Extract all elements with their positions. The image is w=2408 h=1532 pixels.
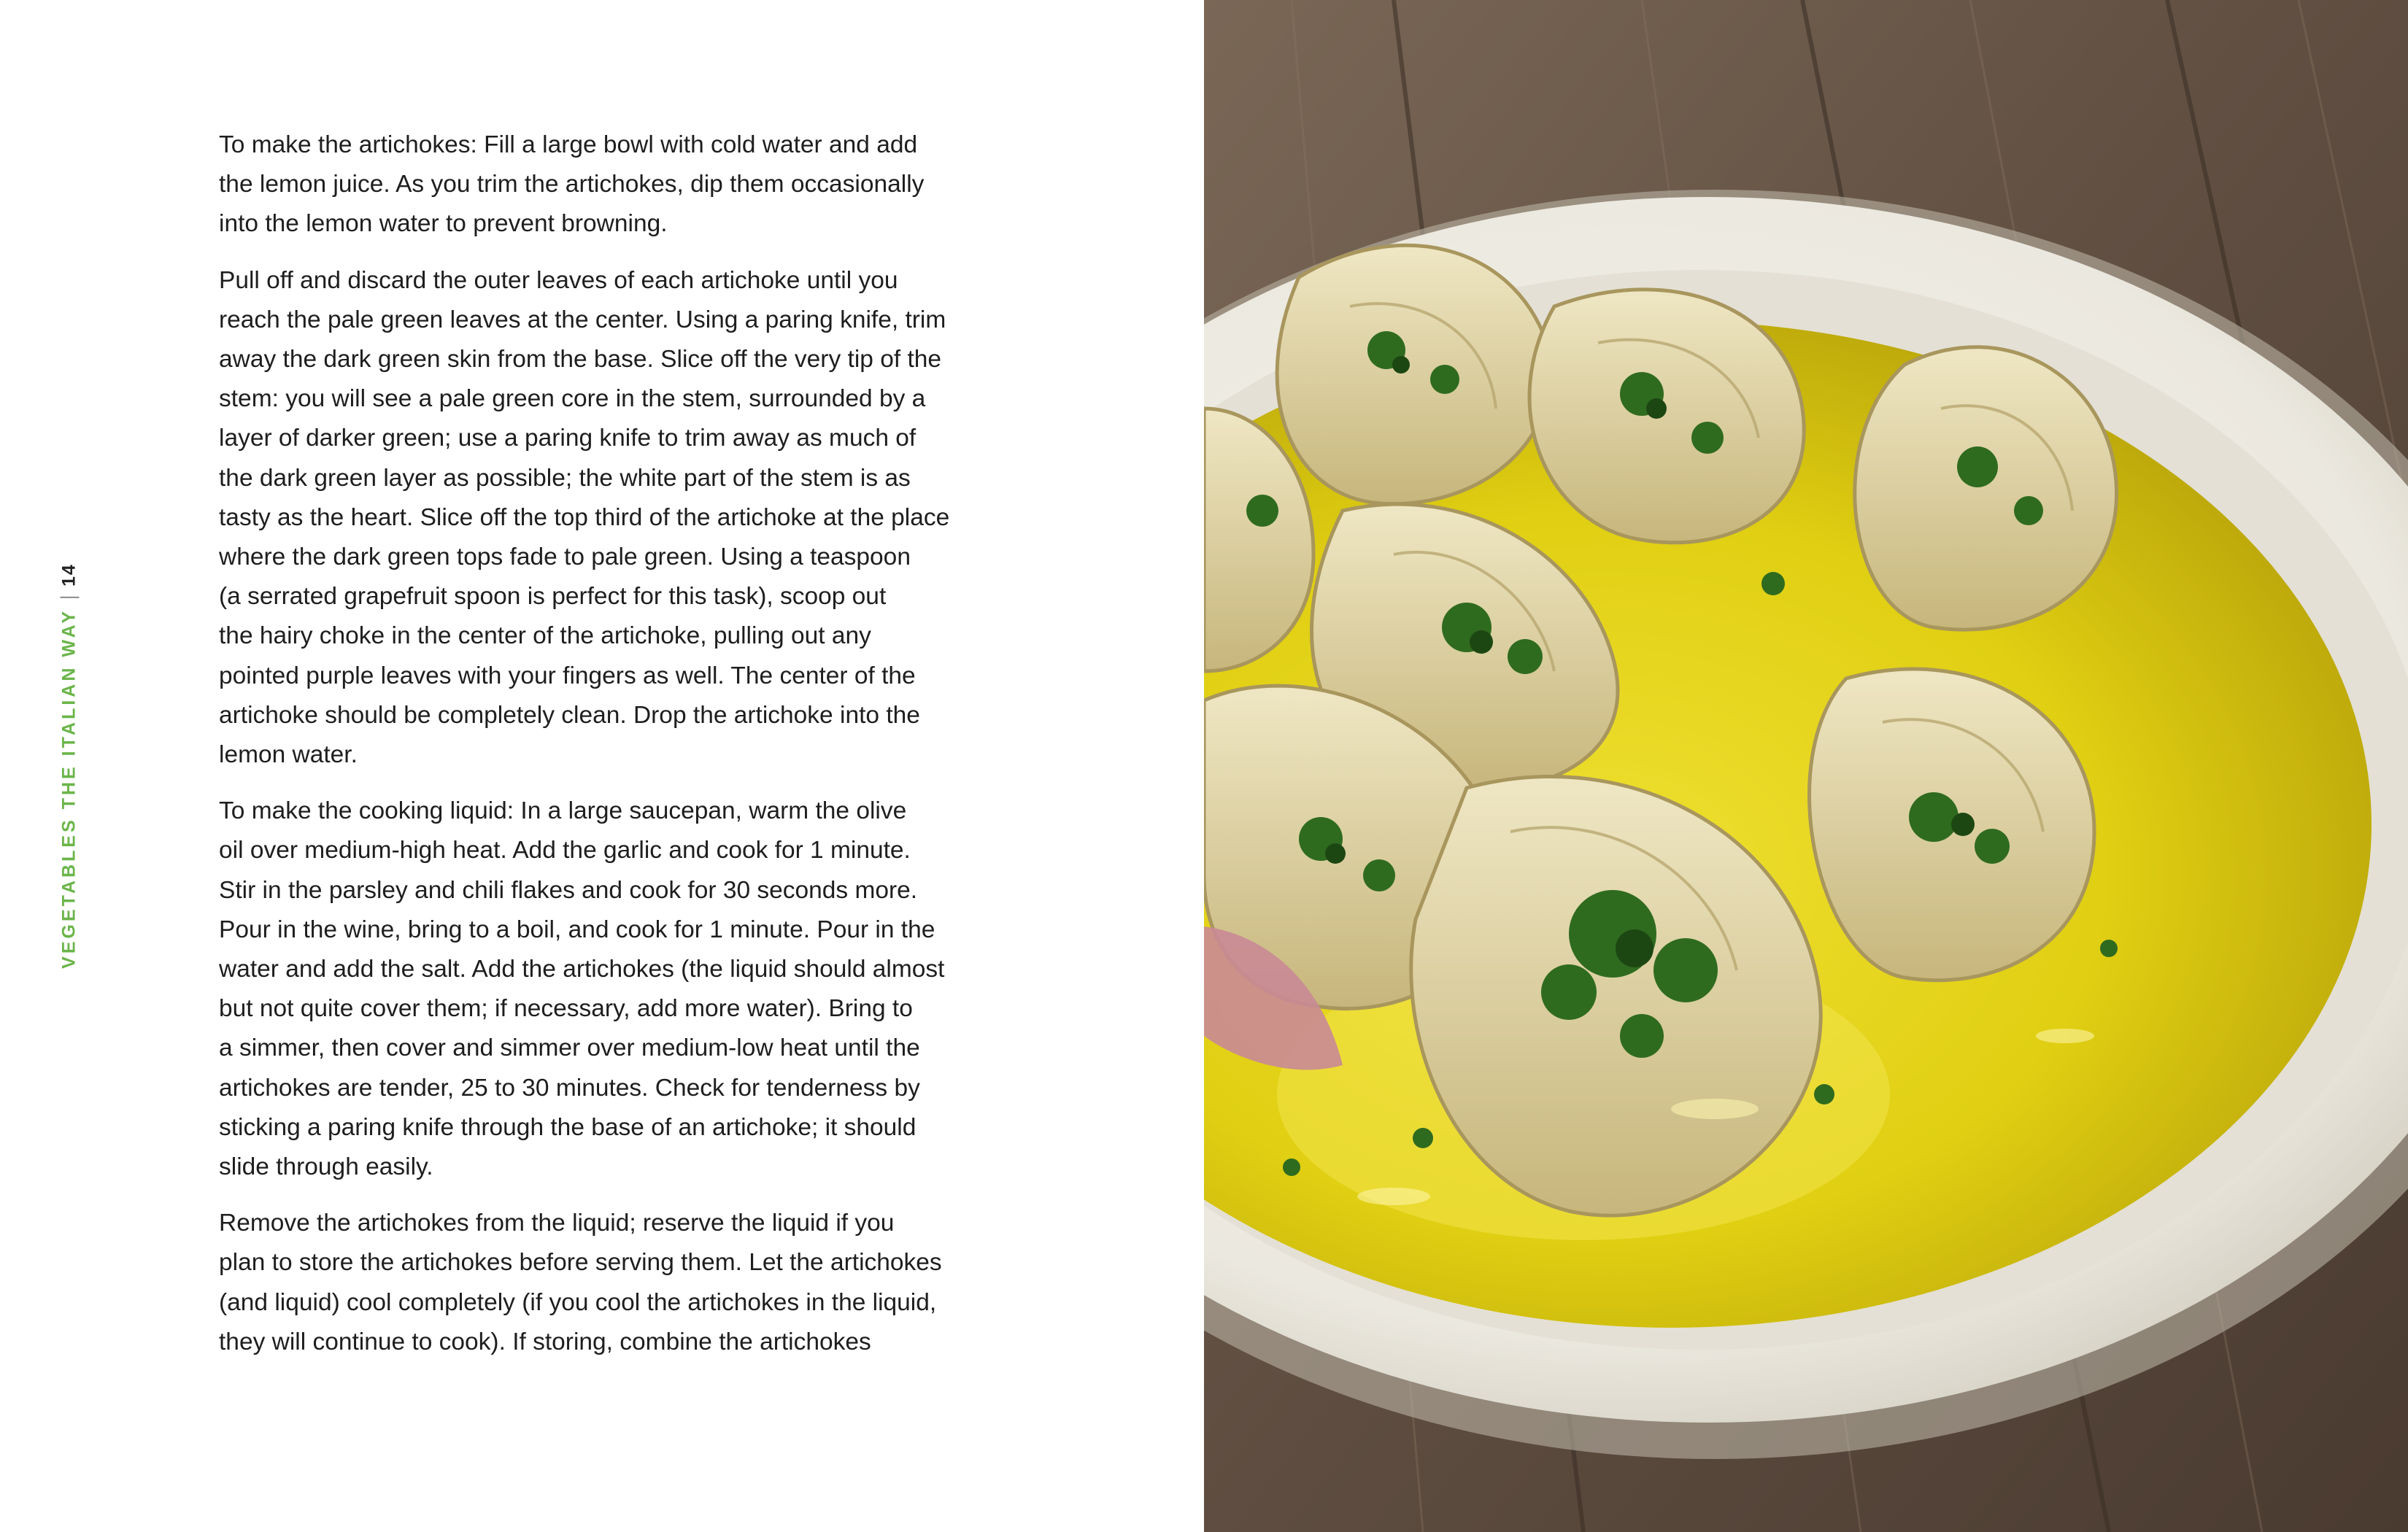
text-line: into the lemon water to prevent browning. xyxy=(219,210,668,238)
text-line: layer of darker green; use a paring knife to trim away as much of xyxy=(219,425,916,452)
running-head-divider xyxy=(60,597,79,598)
text-line: they will continue to cook). If storing, combine the artichokes xyxy=(219,1328,871,1355)
text-line: To make the artichokes: Fill a large bowl with cold water and add xyxy=(219,131,918,158)
paragraph-prep-water xyxy=(219,125,1007,244)
text-line: To make the cooking liquid: In a large saucepan, warm the olive xyxy=(219,797,907,825)
text-line: artichokes are tender, 25 to 30 minutes. Check for tenderness by xyxy=(219,1074,920,1102)
text-line: stem: you will see a pale green core in the stem, surrounded by a xyxy=(219,385,926,413)
text-line: slide through easily. xyxy=(219,1153,433,1181)
text-line: but not quite cover them; if necessary, add more water). Bring to xyxy=(219,995,913,1023)
text-line: lemon water. xyxy=(219,741,358,769)
text-line: tasty as the heart. Slice off the top third of the artichoke at the place xyxy=(219,503,950,531)
text-line: reach the pale green leaves at the center. Using a paring knife, trim xyxy=(219,306,946,333)
text-line: the lemon juice. As you trim the artichokes, dip them occasionally xyxy=(219,171,925,198)
text-line: where the dark green tops fade to pale green. Using a teaspoon xyxy=(219,543,911,571)
artichoke-dish-photo-icon xyxy=(1204,0,2408,1532)
text-line: away the dark green skin from the base. Slice off the very tip of the xyxy=(219,346,942,374)
page-number: 14 xyxy=(58,563,80,587)
paragraph-cooking-liquid xyxy=(219,792,1007,1187)
text-line: Pull off and discard the outer leaves of each artichoke until you xyxy=(219,266,898,294)
text-line: artichoke should be completely clean. Drop the artichoke into the xyxy=(219,701,920,729)
running-head-title: VEGETABLES THE ITALIAN WAY xyxy=(58,608,80,969)
text-line: a simmer, then cover and simmer over medium-low heat until the xyxy=(219,1034,920,1062)
text-line: the hairy choke in the center of the artichoke, pulling out any xyxy=(219,622,871,650)
text-line: oil over medium-high heat. Add the garlic and cook for 1 minute. xyxy=(219,837,911,864)
text-line: pointed purple leaves with your fingers as well. The center of the xyxy=(219,662,916,689)
text-line: sticking a paring knife through the base of an artichoke; it should xyxy=(219,1113,916,1141)
recipe-body xyxy=(219,125,1007,1379)
paragraph-trim-artichokes xyxy=(219,261,1007,775)
text-line: the dark green layer as possible; the white part of the stem is as xyxy=(219,464,911,492)
running-head xyxy=(59,563,80,969)
artichoke-photo xyxy=(1204,0,2408,1532)
text-line: Stir in the parsley and chili flakes and cook for 30 seconds more. xyxy=(219,876,918,904)
text-line: (and liquid) cool completely (if you cool the artichokes in the liquid, xyxy=(219,1288,937,1316)
text-line: Pour in the wine, bring to a boil, and cook for 1 minute. Pour in the xyxy=(219,916,935,943)
text-line: plan to store the artichokes before serving them. Let the artichokes xyxy=(219,1249,942,1277)
text-line: water and add the salt. Add the artichokes (the liquid should almost xyxy=(219,956,945,983)
text-line: Remove the artichokes from the liquid; reserve the liquid if you xyxy=(219,1210,895,1237)
paragraph-cool-store xyxy=(219,1204,1007,1362)
text-line: (a serrated grapefruit spoon is perfect for this task), scoop out xyxy=(219,583,887,611)
